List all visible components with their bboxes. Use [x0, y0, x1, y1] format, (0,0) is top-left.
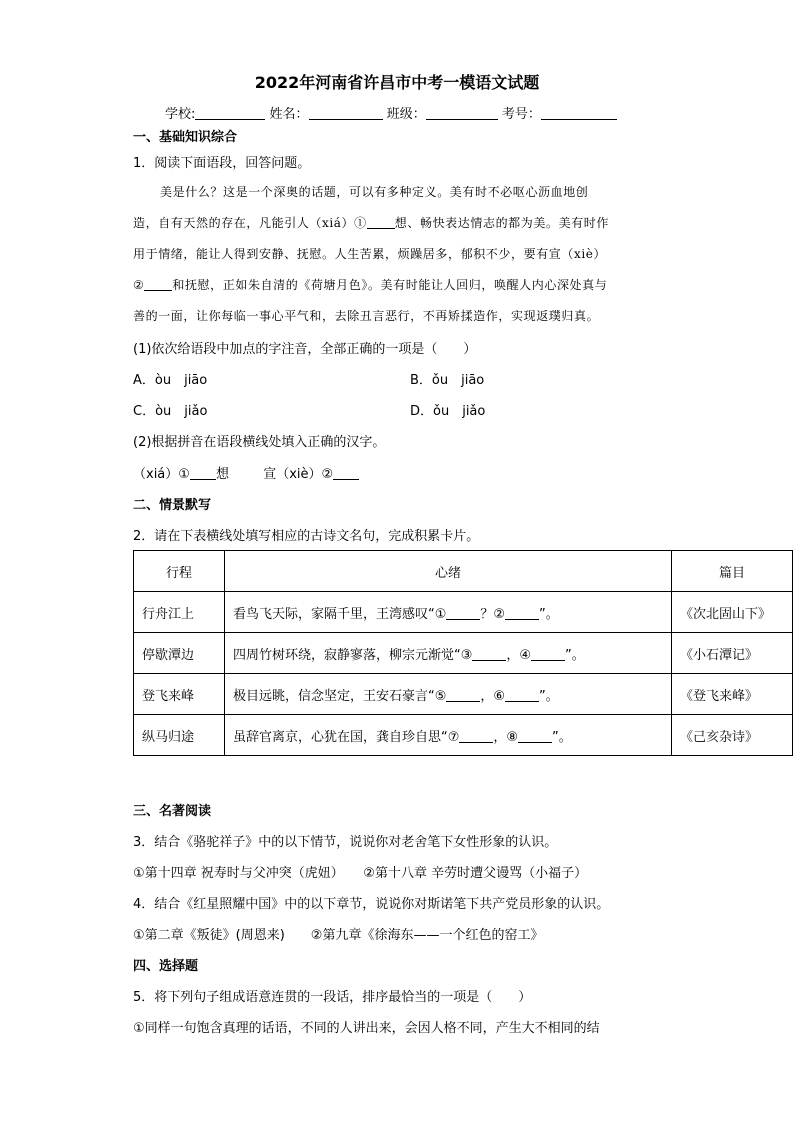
passage-line-2 [133, 214, 609, 231]
mood-mid: ，④ [506, 647, 532, 663]
mood-cell [225, 715, 672, 756]
trip-cell: 停歇潭边 [134, 633, 225, 674]
page-title: 2022年河南省许昌市中考一模语文试题 [254, 73, 540, 92]
passage-line-4-a: ② [133, 278, 145, 292]
trip-cell: 登飞来峰 [134, 674, 225, 715]
school-blank[interactable] [195, 106, 265, 120]
mood-post: ”。 [552, 729, 572, 745]
table-row [134, 633, 793, 674]
mood-pre: 极目远眺，信念坚定，王安石豪言“⑤ [233, 688, 447, 704]
fill-a-label: （xiá）① [133, 467, 190, 482]
passage-line-4-b: 和抚慰，正如朱自清的《荷塘月色》。美有时能让人回归，唤醒人内心深处真与 [172, 278, 608, 292]
mood-mid: ，⑥ [480, 688, 506, 704]
trip-cell: 行舟江上 [134, 592, 225, 633]
answer-blank[interactable] [446, 607, 480, 620]
name-label: 姓名： [269, 107, 309, 122]
option-c[interactable]: C．òu jiǎo [133, 404, 208, 419]
table-row [134, 715, 793, 756]
sub-question-1: (1)依次给语段中加点的字注音，全部正确的一项是（ ） [133, 342, 477, 357]
student-info-line [165, 103, 617, 122]
fill-a-blank[interactable] [190, 467, 216, 480]
answer-blank[interactable] [446, 689, 480, 702]
answer-blank[interactable] [459, 730, 493, 743]
mood-mid: ？② [480, 606, 506, 622]
passage-line-4 [133, 276, 607, 293]
passage-line-3: 用于情绪，能让人得到安静、抚慰。人生苦累，烦躁居多，郁积不少，要有宣（xiè） [133, 247, 607, 261]
mood-post: ”。 [539, 606, 559, 622]
class-label: 班级： [386, 107, 426, 122]
mood-pre: 虽辞官离京，心犹在国，龚自珍自思“⑦ [233, 729, 460, 745]
number-label: 考号： [501, 107, 541, 122]
mood-mid: ，⑧ [493, 729, 519, 745]
table-header-row [134, 551, 793, 592]
passage-line-5: 善的一面，让你每临一事心平气和，去除丑言恶行，不再矫揉造作，实现返璞归真。 [133, 309, 600, 323]
sub-question-2: (2)根据拼音在语段横线处填入正确的汉字。 [133, 435, 386, 450]
option-a[interactable]: A．òu jiāo [133, 373, 208, 388]
question-3-items: ①第十四章 祝寿时与父冲突（虎妞） ②第十八章 辛劳时遭父谩骂（小福子） [133, 866, 588, 881]
mood-cell [225, 592, 672, 633]
question-1: 1．阅读下面语段，回答问题。 [133, 156, 311, 171]
poem-table [133, 550, 793, 756]
mood-pre: 四周竹树环绕，寂静寥落，柳宗元渐觉“③ [233, 647, 473, 663]
section-heading-2: 二、情景默写 [133, 498, 212, 513]
mood-post: ”。 [539, 688, 559, 704]
section-heading-1: 一、基础知识综合 [133, 130, 238, 145]
option-b[interactable]: B．ǒu jiāo [410, 373, 485, 388]
option-d[interactable]: D．ǒu jiǎo [410, 404, 486, 419]
answer-blank[interactable] [505, 689, 539, 702]
school-label: 学校: [165, 107, 196, 122]
source-cell: 《己亥杂诗》 [672, 715, 793, 756]
passage-blank-1 [367, 216, 395, 229]
mood-pre: 看鸟飞天际，家隔千里，王湾感叹“① [233, 606, 447, 622]
fill-b-label: 宣（xiè）② [263, 467, 334, 482]
question-4-items: ①第二章《叛徒》(周恩来) ②第九章《徐海东——一个红色的窑工》 [133, 928, 544, 943]
header-trip: 行程 [134, 551, 225, 592]
source-cell: 《小石潭记》 [672, 633, 793, 674]
question-5: 5．将下列句子组成语意连贯的一段话，排序最恰当的一项是（ ） [133, 990, 532, 1005]
fill-line [133, 463, 359, 482]
section-heading-3: 三、名著阅读 [133, 804, 212, 819]
passage-line-2-b: 想、畅快表达情志的都为美。美有时作 [394, 216, 609, 230]
table-row [134, 592, 793, 633]
mood-cell [225, 674, 672, 715]
mood-cell [225, 633, 672, 674]
trip-cell: 纵马归途 [134, 715, 225, 756]
answer-blank[interactable] [472, 648, 506, 661]
header-source: 篇目 [672, 551, 793, 592]
table-row [134, 674, 793, 715]
name-blank[interactable] [309, 106, 383, 120]
answer-blank[interactable] [505, 607, 539, 620]
question-3: 3．结合《骆驼祥子》中的以下情节，说说你对老舍笔下女性形象的认识。 [133, 835, 558, 850]
section-heading-4: 四、选择题 [133, 959, 199, 974]
class-blank[interactable] [426, 106, 498, 120]
passage-line-2-a: 造，自有天然的存在，凡能引人（xiá）① [133, 216, 367, 230]
fill-b-blank[interactable] [333, 467, 359, 480]
header-mood: 心绪 [225, 551, 672, 592]
mood-post: ”。 [565, 647, 585, 663]
passage-line-1: 美是什么？这是一个深奥的话题，可以有多种定义。美有时不必呕心沥血地创 [160, 185, 589, 199]
question-4: 4．结合《红星照耀中国》中的以下章节，说说你对斯诺笔下共产党员形象的认识。 [133, 897, 610, 912]
answer-blank[interactable] [531, 648, 565, 661]
source-cell: 《次北固山下》 [672, 592, 793, 633]
question-2: 2．请在下表横线处填写相应的古诗文名句，完成积累卡片。 [133, 529, 480, 544]
source-cell: 《登飞来峰》 [672, 674, 793, 715]
question-5-sentence-1: ①同样一句饱含真理的话语，不同的人讲出来，会因人格不同，产生大不相同的结 [133, 1021, 600, 1036]
answer-blank[interactable] [518, 730, 552, 743]
number-blank[interactable] [541, 106, 617, 120]
passage-blank-2 [144, 278, 172, 291]
fill-a-tail: 想 [215, 467, 229, 482]
